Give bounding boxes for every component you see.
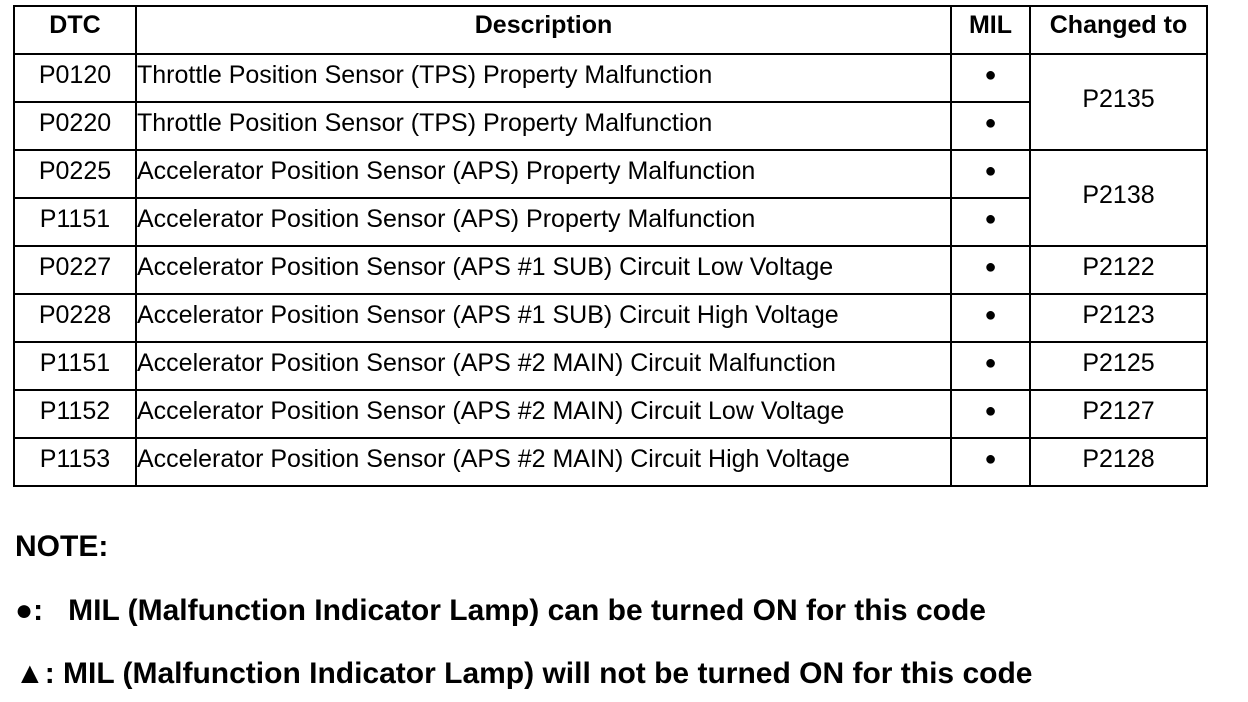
dtc-description: Accelerator Position Sensor (APS) Property Malfunction xyxy=(136,150,951,198)
table-row xyxy=(14,342,1207,390)
mil-indicator: ● xyxy=(951,342,1030,390)
changed-to-code: P2128 xyxy=(1030,438,1207,486)
note-circle-text: MIL (Malfunction Indicator Lamp) can be turned ON for this code xyxy=(68,594,986,627)
mil-indicator: ● xyxy=(951,246,1030,294)
dtc-description: Throttle Position Sensor (TPS) Property Malfunction xyxy=(136,54,951,102)
table-row xyxy=(14,246,1207,294)
note-triangle-line xyxy=(15,657,1032,691)
header-dtc: DTC xyxy=(14,6,136,54)
table-row xyxy=(14,54,1207,102)
dtc-code: P1151 xyxy=(14,342,136,390)
mil-indicator: ● xyxy=(951,438,1030,486)
header-mil: MIL xyxy=(951,6,1030,54)
dtc-description: Accelerator Position Sensor (APS #1 SUB) Circuit High Voltage xyxy=(136,294,951,342)
changed-to-code: P2122 xyxy=(1030,246,1207,294)
dtc-code: P1153 xyxy=(14,438,136,486)
changed-to-code: P2123 xyxy=(1030,294,1207,342)
table-row xyxy=(14,198,1207,246)
mil-indicator: ● xyxy=(951,150,1030,198)
changed-to-code: P2127 xyxy=(1030,390,1207,438)
dtc-description: Accelerator Position Sensor (APS) Property Malfunction xyxy=(136,198,951,246)
circle-symbol: ●: xyxy=(15,594,44,627)
dtc-description: Accelerator Position Sensor (APS #2 MAIN) Circuit Low Voltage xyxy=(136,390,951,438)
dtc-code: P0227 xyxy=(14,246,136,294)
changed-to-code: P2135 xyxy=(1030,54,1207,150)
mil-indicator: ● xyxy=(951,198,1030,246)
table-row xyxy=(14,102,1207,150)
triangle-symbol: ▲: xyxy=(15,657,55,690)
dtc-table xyxy=(13,5,1208,487)
dtc-description: Accelerator Position Sensor (APS #1 SUB) Circuit Low Voltage xyxy=(136,246,951,294)
dtc-code: P0120 xyxy=(14,54,136,102)
mil-indicator: ● xyxy=(951,294,1030,342)
header-changed-to: Changed to xyxy=(1030,6,1207,54)
header-description: Description xyxy=(136,6,951,54)
dtc-description: Accelerator Position Sensor (APS #2 MAIN) Circuit High Voltage xyxy=(136,438,951,486)
changed-to-code: P2125 xyxy=(1030,342,1207,390)
note-circle-line xyxy=(15,594,986,628)
mil-indicator: ● xyxy=(951,102,1030,150)
table-header-row xyxy=(14,6,1207,54)
dtc-description: Throttle Position Sensor (TPS) Property Malfunction xyxy=(136,102,951,150)
note-triangle-text: MIL (Malfunction Indicator Lamp) will not be turned ON for this code xyxy=(63,657,1033,690)
table-row xyxy=(14,438,1207,486)
changed-to-code: P2138 xyxy=(1030,150,1207,246)
mil-indicator: ● xyxy=(951,54,1030,102)
mil-indicator: ● xyxy=(951,390,1030,438)
dtc-code: P0225 xyxy=(14,150,136,198)
dtc-code: P1151 xyxy=(14,198,136,246)
dtc-code: P0228 xyxy=(14,294,136,342)
note-title: NOTE: xyxy=(15,530,109,563)
table-row xyxy=(14,294,1207,342)
table-row xyxy=(14,150,1207,198)
dtc-description: Accelerator Position Sensor (APS #2 MAIN) Circuit Malfunction xyxy=(136,342,951,390)
dtc-code: P1152 xyxy=(14,390,136,438)
dtc-code: P0220 xyxy=(14,102,136,150)
table-row xyxy=(14,390,1207,438)
